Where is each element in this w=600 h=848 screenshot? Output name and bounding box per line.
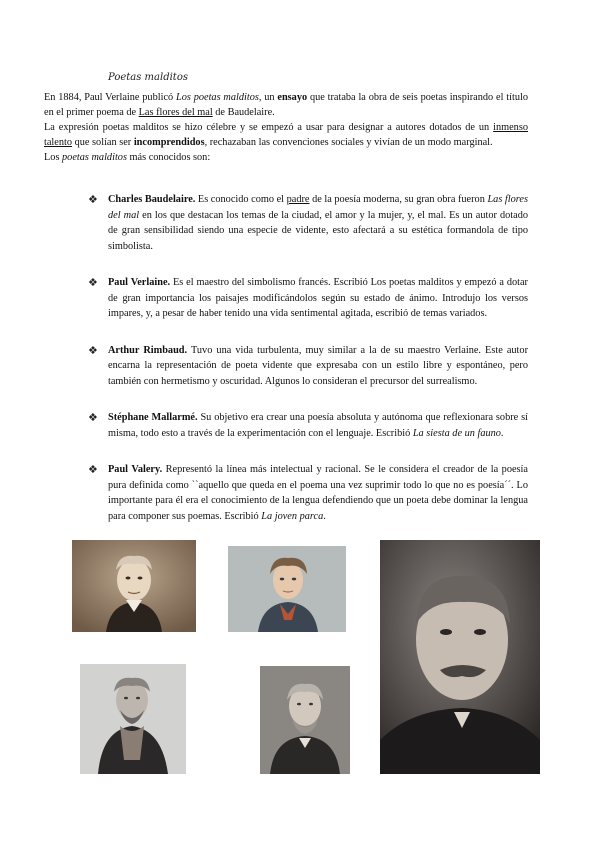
text-run: que trataba la obra de seis poetas inspirando el título en el primer poema de bbox=[44, 92, 528, 118]
text-run: . bbox=[500, 427, 504, 439]
text-run: Su objetivo era crear una poesía absoluta y autónoma que reflexionara sobre sí misma, todo esto a través de la experimentación con el lenguaje. Escribió bbox=[108, 412, 528, 439]
text-run: Los bbox=[44, 152, 63, 163]
portrait-mallarme bbox=[260, 666, 350, 774]
text-run: , rechazaban las convenciones sociales y vivían de un modo marginal. bbox=[204, 137, 493, 148]
intro-paragraph-3 bbox=[44, 150, 528, 165]
poet-item-verlaine bbox=[88, 275, 528, 322]
underlined-term: inmenso talento bbox=[44, 122, 528, 148]
text-run: Es conocido como el bbox=[195, 194, 287, 205]
intro-section bbox=[44, 90, 528, 165]
poet-item-rimbaud bbox=[88, 343, 528, 390]
text-run: en los que destacan los temas de la ciudad, el amor y la mujer, y, el mal. Es un autor dotado de gran sensibilidad siendo una especie de vidente, esto afectará a su estética formandola de tipo simbolista. bbox=[108, 209, 528, 252]
portrait-mallarme-icon bbox=[260, 666, 350, 774]
portrait-rimbaud bbox=[228, 546, 346, 632]
text-run: Es el maestro del simbolismo francés. Escribió Los poetas malditos y empezó a dotar de gran importancia los paisajes modificándolos según su estado de ánimo. Introdujo los versos impares, y, a pesar de haber tenido una vida sentimental agitada, escribió de temas variados. bbox=[108, 277, 528, 319]
portrait-verlaine-icon bbox=[80, 664, 186, 774]
poet-name: Arthur Rimbaud. bbox=[108, 344, 188, 356]
poet-item-baudelaire bbox=[88, 192, 528, 254]
diamond-bullet-icon: ❖ bbox=[88, 463, 98, 476]
poet-name: Stéphane Mallarmé. bbox=[108, 412, 198, 423]
italic-title: La siesta de un fauno bbox=[412, 427, 501, 439]
poet-name: Paul Valery. bbox=[108, 464, 163, 475]
bold-term: ensayo bbox=[277, 92, 308, 103]
portrait-valery bbox=[380, 540, 540, 774]
diamond-bullet-icon: ❖ bbox=[88, 276, 98, 289]
diamond-bullet-icon: ❖ bbox=[88, 193, 98, 206]
poet-name: Charles Baudelaire. bbox=[108, 194, 196, 205]
portrait-rimbaud-icon bbox=[228, 546, 346, 632]
italic-title: Las flores del mal bbox=[108, 194, 528, 221]
text-run: más conocidos son: bbox=[126, 152, 211, 163]
italic-term: poetas malditos bbox=[62, 152, 127, 163]
portrait-baudelaire-icon bbox=[72, 540, 196, 632]
italic-title: Los poetas malditos bbox=[176, 92, 259, 103]
page-title: Poetas malditos bbox=[108, 72, 188, 83]
text-run: , un bbox=[258, 92, 278, 103]
text-run: de Baudelaire. bbox=[212, 107, 275, 118]
underlined-term: padre bbox=[286, 194, 310, 205]
bold-term: incomprendidos bbox=[133, 137, 205, 148]
intro-paragraph-2 bbox=[44, 120, 528, 150]
underlined-title: Las flores del mal bbox=[138, 107, 213, 118]
poet-name: Paul Verlaine. bbox=[108, 277, 171, 288]
portrait-baudelaire bbox=[72, 540, 196, 632]
text-run: En 1884, Paul Verlaine publicó bbox=[44, 92, 176, 103]
poet-item-mallarme bbox=[88, 410, 528, 441]
intro-paragraph-1 bbox=[44, 90, 528, 120]
text-run: Representó la línea más intelectual y racional. Se le considera el creador de la poesía pura definida como ``aquello que queda en el poema una vez suprimir todo lo que no es poesía´´. Lo importante para él era el conocimiento de la lengua defendiendo que un poeta debe dominar la lengua para componer sus poemas. Escribió bbox=[108, 464, 528, 522]
text-run: de la poesía moderna, su gran obra fueron bbox=[309, 194, 488, 205]
text-run: que solían ser bbox=[72, 137, 134, 148]
diamond-bullet-icon: ❖ bbox=[88, 343, 98, 357]
portrait-verlaine bbox=[80, 664, 186, 774]
poets-list bbox=[88, 192, 528, 545]
diamond-bullet-icon: ❖ bbox=[88, 411, 98, 424]
text-run: . bbox=[323, 510, 326, 522]
portrait-valery-icon bbox=[380, 540, 540, 774]
poet-item-valery bbox=[88, 462, 528, 524]
text-run: Tuvo una vida turbulenta, muy similar a la de su maestro Verlaine. Este autor encarna la representación de poeta vidente que expresaba con un estilo libre y espontáneo, pero también con hermetismo y oscuridad. Algunos lo consideran el precursor del surrealismo. bbox=[108, 344, 528, 387]
italic-title: La joven parca bbox=[261, 510, 324, 522]
text-run: La expresión poetas malditos se hizo célebre y se empezó a usar para designar a autores dotados de un bbox=[44, 122, 494, 133]
